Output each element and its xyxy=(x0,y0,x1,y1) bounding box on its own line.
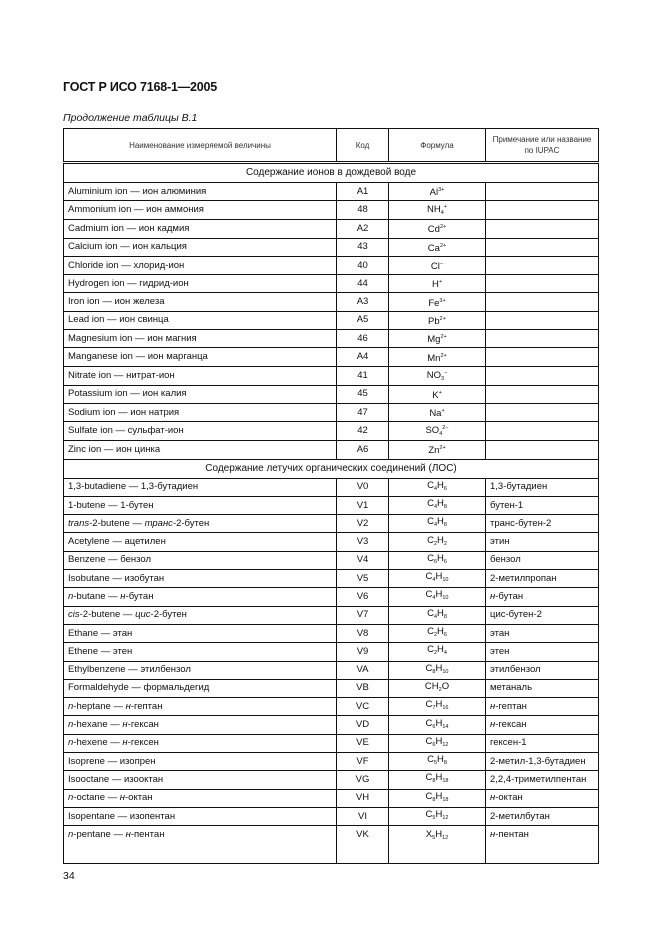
table-row xyxy=(64,275,599,293)
name-cell: Potassium ion — ион калия xyxy=(64,385,337,403)
document-title: ГОСТ Р ИСО 7168-1—2005 xyxy=(63,80,218,94)
name-cell: Hydrogen ion — гидрид-ион xyxy=(64,275,337,293)
code-cell: V0 xyxy=(337,478,389,496)
code-cell: VK xyxy=(337,826,389,864)
code-cell: V2 xyxy=(337,515,389,533)
formula-cell: $C_6H_{12}$ xyxy=(389,734,486,752)
column-header-formula: Формула xyxy=(389,129,486,163)
table-header-row xyxy=(64,129,599,163)
name-cell: trans-2-butene — транс-2-бутен xyxy=(64,515,337,533)
column-header-name: Наименование измеряемой величины xyxy=(64,129,337,163)
table-row xyxy=(64,570,599,588)
note-cell: гексен-1 xyxy=(486,734,599,752)
name-cell: Benzene — бензол xyxy=(64,551,337,569)
code-cell: VH xyxy=(337,789,389,807)
name-cell: Ethane — этан xyxy=(64,624,337,642)
code-cell: VA xyxy=(337,661,389,679)
name-cell: Isobutane — изобутан xyxy=(64,570,337,588)
table-row xyxy=(64,551,599,569)
code-cell: VE xyxy=(337,734,389,752)
name-cell: Ammonium ion — ион аммония xyxy=(64,201,337,220)
formula-cell: $Cd^{2+}$ xyxy=(389,220,486,238)
note-cell: н-гептан xyxy=(486,698,599,716)
formula-cell: $C_6H_6$ xyxy=(389,551,486,569)
table-row xyxy=(64,385,599,403)
name-cell: 1,3-butadiene — 1,3-бутадиен xyxy=(64,478,337,496)
code-cell: VF xyxy=(337,753,389,771)
table-row xyxy=(64,533,599,551)
note-cell xyxy=(486,293,599,311)
name-cell: Iron ion — ион железа xyxy=(64,293,337,311)
note-cell xyxy=(486,330,599,348)
note-cell: н-октан xyxy=(486,789,599,807)
formula-cell: $X_5H_{12}$ xyxy=(389,826,486,864)
name-cell: Sodium ion — ион натрия xyxy=(64,403,337,421)
table-row xyxy=(64,789,599,807)
table-row xyxy=(64,403,599,421)
table-row xyxy=(64,183,599,201)
formula-cell: $Fe^{3+}$ xyxy=(389,293,486,311)
table-row xyxy=(64,606,599,624)
formula-cell: H+ xyxy=(389,275,486,293)
note-cell: 2-метилбутан xyxy=(486,807,599,825)
name-cell: Isopentane — изопентан xyxy=(64,807,337,825)
name-cell: n-pentane — н-пентан xyxy=(64,826,337,864)
note-cell: 2,2,4-триметилпентан xyxy=(486,771,599,789)
name-cell: n-heptane — н-гептан xyxy=(64,698,337,716)
formula-cell: $Zn^{2+}$ xyxy=(389,441,486,459)
name-cell: Aluminium ion — ион алюминия xyxy=(64,183,337,201)
code-cell: A2 xyxy=(337,220,389,238)
note-cell: этин xyxy=(486,533,599,551)
note-cell: н-гексан xyxy=(486,716,599,734)
name-cell: n-octane — н-октан xyxy=(64,789,337,807)
note-cell xyxy=(486,311,599,329)
table-row xyxy=(64,698,599,716)
formula-cell: $C_4H_8$ xyxy=(389,496,486,514)
code-cell: V7 xyxy=(337,606,389,624)
note-cell: этен xyxy=(486,643,599,661)
table-row xyxy=(64,256,599,274)
note-cell xyxy=(486,201,599,220)
formula-cell: $Pb^{2+}$ xyxy=(389,311,486,329)
formula-cell: $NO_3^-$ xyxy=(389,366,486,385)
section-header-row xyxy=(64,459,599,478)
formula-cell: $C_2H_4$ xyxy=(389,643,486,661)
code-cell: 47 xyxy=(337,403,389,421)
code-cell: VC xyxy=(337,698,389,716)
table-row xyxy=(64,422,599,441)
formula-cell: $C_8H_{18}$ xyxy=(389,771,486,789)
formula-cell: $Ca^{2+}$ xyxy=(389,238,486,256)
table-row xyxy=(64,588,599,606)
table-row xyxy=(64,807,599,825)
section-title: Содержание летучих органических соединений (ЛОС) xyxy=(64,459,599,478)
formula-cell: $Mg^{2+}$ xyxy=(389,330,486,348)
table-caption: Продолжение таблицы В.1 xyxy=(63,112,198,124)
note-cell: 2-метил-1,3-бутадиен xyxy=(486,753,599,771)
table-row xyxy=(64,220,599,238)
note-cell: метаналь xyxy=(486,679,599,697)
formula-cell: $NH_4^+$ xyxy=(389,201,486,220)
table-row xyxy=(64,311,599,329)
name-cell: n-hexene — н-гексен xyxy=(64,734,337,752)
table-row xyxy=(64,624,599,642)
table-row xyxy=(64,734,599,752)
formula-cell: $C_4H_{10}$ xyxy=(389,570,486,588)
column-header-note: Примечание или название по IUPAC xyxy=(486,129,599,163)
table-row xyxy=(64,496,599,514)
data-table xyxy=(63,128,599,864)
formula-cell: $C_8H_{18}$ xyxy=(389,789,486,807)
code-cell: 44 xyxy=(337,275,389,293)
column-header-code: Код xyxy=(337,129,389,163)
formula-cell: $C_4H_6$ xyxy=(389,478,486,496)
code-cell: 43 xyxy=(337,238,389,256)
name-cell: Ethene — этен xyxy=(64,643,337,661)
formula-cell: $C_5H_{12}$ xyxy=(389,807,486,825)
name-cell: Acetylene — ацетилен xyxy=(64,533,337,551)
code-cell: VI xyxy=(337,807,389,825)
name-cell: Lead ion — ион свинца xyxy=(64,311,337,329)
code-cell: 45 xyxy=(337,385,389,403)
note-cell: 2-метилпропан xyxy=(486,570,599,588)
note-cell xyxy=(486,238,599,256)
table-row xyxy=(64,293,599,311)
name-cell: Formaldehyde — формальдегид xyxy=(64,679,337,697)
table-row xyxy=(64,679,599,697)
section-header-row xyxy=(64,163,599,183)
table-row xyxy=(64,826,599,864)
formula-cell: $C_4H_8$ xyxy=(389,515,486,533)
code-cell: V6 xyxy=(337,588,389,606)
name-cell: Isoprene — изопрен xyxy=(64,753,337,771)
table-row xyxy=(64,348,599,366)
code-cell: 42 xyxy=(337,422,389,441)
formula-cell: $Al^{3+}$ xyxy=(389,183,486,201)
note-cell xyxy=(486,275,599,293)
table-body xyxy=(64,163,599,864)
note-cell xyxy=(486,441,599,459)
formula-cell: Cl− xyxy=(389,256,486,274)
name-cell: 1-butene — 1-бутен xyxy=(64,496,337,514)
code-cell: 40 xyxy=(337,256,389,274)
formula-cell: $C_6H_{14}$ xyxy=(389,716,486,734)
table-row xyxy=(64,478,599,496)
table-row xyxy=(64,330,599,348)
table-row xyxy=(64,753,599,771)
code-cell: V4 xyxy=(337,551,389,569)
table-row xyxy=(64,643,599,661)
name-cell: Nitrate ion — нитрат-ион xyxy=(64,366,337,385)
formula-cell: $CH_2O$ xyxy=(389,679,486,697)
note-cell: н-бутан xyxy=(486,588,599,606)
formula-cell: $C_2H_6$ xyxy=(389,624,486,642)
formula-cell: Na+ xyxy=(389,403,486,421)
code-cell: A5 xyxy=(337,311,389,329)
name-cell: Ethylbenzene — этилбензол xyxy=(64,661,337,679)
code-cell: V3 xyxy=(337,533,389,551)
code-cell: V8 xyxy=(337,624,389,642)
page-number: 34 xyxy=(63,870,75,882)
table-row xyxy=(64,661,599,679)
name-cell: Magnesium ion — ион магния xyxy=(64,330,337,348)
code-cell: V5 xyxy=(337,570,389,588)
section-title: Содержание ионов в дождевой воде xyxy=(64,163,599,183)
formula-cell: K+ xyxy=(389,385,486,403)
note-cell: н-пентан xyxy=(486,826,599,864)
note-cell: цис-бутен-2 xyxy=(486,606,599,624)
name-cell: Isooctane — изооктан xyxy=(64,771,337,789)
formula-cell: $C_4H_8$ xyxy=(389,606,486,624)
table-row xyxy=(64,201,599,220)
note-cell xyxy=(486,366,599,385)
name-cell: Chloride ion — хлорид-ион xyxy=(64,256,337,274)
name-cell: cis-2-butene — цис-2-бутен xyxy=(64,606,337,624)
note-cell xyxy=(486,348,599,366)
table-row xyxy=(64,366,599,385)
code-cell: VD xyxy=(337,716,389,734)
name-cell: Calcium ion — ион кальция xyxy=(64,238,337,256)
note-cell xyxy=(486,256,599,274)
code-cell: VG xyxy=(337,771,389,789)
code-cell: V1 xyxy=(337,496,389,514)
code-cell: A3 xyxy=(337,293,389,311)
note-cell: этилбензол xyxy=(486,661,599,679)
formula-cell: $C_4H_{10}$ xyxy=(389,588,486,606)
name-cell: n-butane — н-бутан xyxy=(64,588,337,606)
formula-cell: $SO_4^{2-}$ xyxy=(389,422,486,441)
code-cell: V9 xyxy=(337,643,389,661)
formula-cell: $C_8H_{10}$ xyxy=(389,661,486,679)
code-cell: 48 xyxy=(337,201,389,220)
note-cell xyxy=(486,220,599,238)
note-cell: 1,3-бутадиен xyxy=(486,478,599,496)
name-cell: Manganese ion — ион марганца xyxy=(64,348,337,366)
code-cell: 41 xyxy=(337,366,389,385)
note-cell xyxy=(486,385,599,403)
table-row xyxy=(64,771,599,789)
table-row xyxy=(64,515,599,533)
formula-cell: $C_2H_2$ xyxy=(389,533,486,551)
note-cell: этан xyxy=(486,624,599,642)
name-cell: n-hexane — н-гексан xyxy=(64,716,337,734)
code-cell: A4 xyxy=(337,348,389,366)
formula-cell: $C_7H_{16}$ xyxy=(389,698,486,716)
note-cell xyxy=(486,183,599,201)
name-cell: Sulfate ion — сульфат-ион xyxy=(64,422,337,441)
code-cell: A1 xyxy=(337,183,389,201)
name-cell: Cadmium ion — ион кадмия xyxy=(64,220,337,238)
note-cell xyxy=(486,422,599,441)
code-cell: VB xyxy=(337,679,389,697)
formula-cell: $C_5H_8$ xyxy=(389,753,486,771)
note-cell: бензол xyxy=(486,551,599,569)
table-row xyxy=(64,238,599,256)
table-row xyxy=(64,441,599,459)
note-cell: бутен-1 xyxy=(486,496,599,514)
table-row xyxy=(64,716,599,734)
name-cell: Zinc ion — ион цинка xyxy=(64,441,337,459)
note-cell xyxy=(486,403,599,421)
code-cell: 46 xyxy=(337,330,389,348)
code-cell: A6 xyxy=(337,441,389,459)
note-cell: транс-бутен-2 xyxy=(486,515,599,533)
formula-cell: $Mn^{2+}$ xyxy=(389,348,486,366)
